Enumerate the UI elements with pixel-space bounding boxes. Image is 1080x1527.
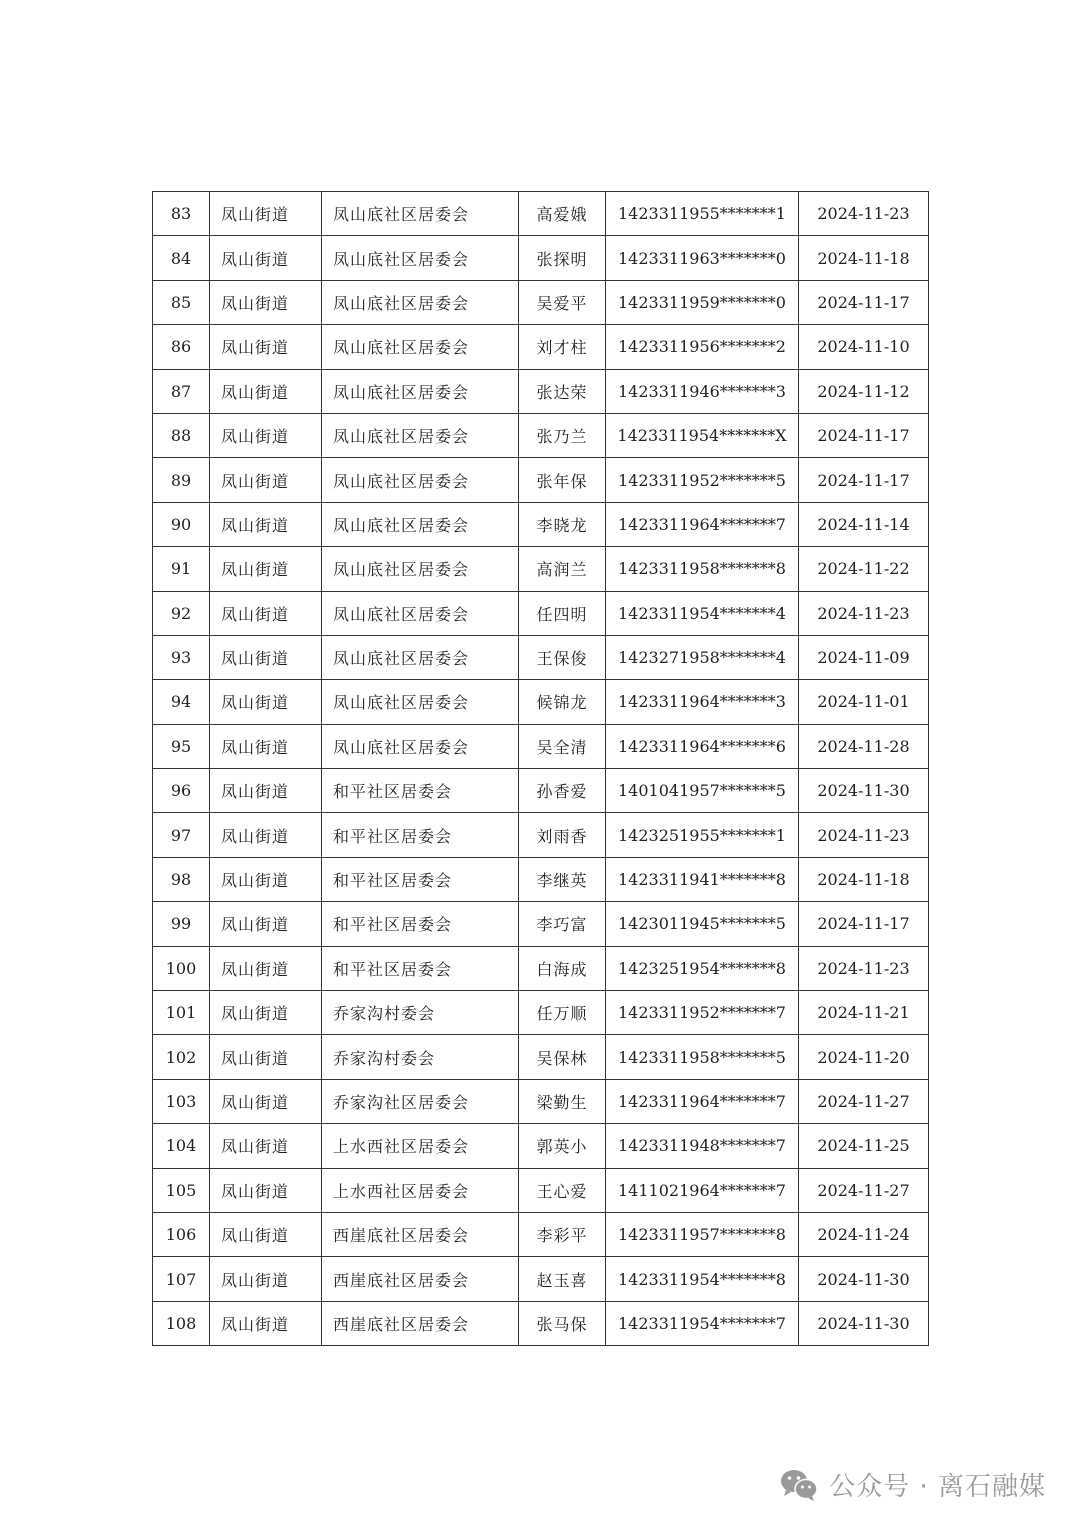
row-number-cell: 84 — [153, 236, 210, 280]
row-number-cell: 106 — [153, 1212, 210, 1256]
date-cell: 2024-11-18 — [799, 857, 929, 901]
id-number-cell: 1423251954*******8 — [606, 946, 799, 990]
row-number-cell: 99 — [153, 902, 210, 946]
wechat-icon — [779, 1468, 819, 1502]
table-row — [153, 1079, 929, 1123]
watermark-text: 公众号 · 离石融媒 — [829, 1472, 1046, 1502]
committee-cell: 凤山底社区居委会 — [322, 369, 519, 413]
committee-cell: 乔家沟社区居委会 — [322, 1079, 519, 1123]
id-number-cell: 1423311954*******X — [606, 413, 799, 457]
name-cell: 高润兰 — [519, 547, 606, 591]
committee-cell: 和平社区居委会 — [322, 857, 519, 901]
row-number-cell: 93 — [153, 635, 210, 679]
committee-cell: 凤山底社区居委会 — [322, 413, 519, 457]
street-cell: 凤山街道 — [210, 1079, 322, 1123]
id-number-cell: 1423311964*******6 — [606, 724, 799, 768]
date-cell: 2024-11-17 — [799, 902, 929, 946]
id-number-cell: 1423011945*******5 — [606, 902, 799, 946]
id-number-cell: 1423311954*******4 — [606, 591, 799, 635]
date-cell: 2024-11-10 — [799, 325, 929, 369]
table-row — [153, 547, 929, 591]
table-row — [153, 413, 929, 457]
name-cell: 李晓龙 — [519, 502, 606, 546]
row-number-cell: 94 — [153, 680, 210, 724]
table-row — [153, 458, 929, 502]
row-number-cell: 95 — [153, 724, 210, 768]
name-cell: 任四明 — [519, 591, 606, 635]
id-number-cell: 1423311948*******7 — [606, 1124, 799, 1168]
name-cell: 吴保林 — [519, 1035, 606, 1079]
street-cell: 凤山街道 — [210, 902, 322, 946]
committee-cell: 凤山底社区居委会 — [322, 680, 519, 724]
table-row — [153, 635, 929, 679]
name-cell: 候锦龙 — [519, 680, 606, 724]
watermark — [779, 1466, 1046, 1503]
table-row — [153, 1124, 929, 1168]
table-row — [153, 1257, 929, 1301]
date-cell: 2024-11-23 — [799, 192, 929, 236]
date-cell: 2024-11-23 — [799, 591, 929, 635]
date-cell: 2024-11-17 — [799, 280, 929, 324]
date-cell: 2024-11-01 — [799, 680, 929, 724]
name-cell: 吴全清 — [519, 724, 606, 768]
name-cell: 张年保 — [519, 458, 606, 502]
committee-cell: 上水西社区居委会 — [322, 1168, 519, 1212]
id-number-cell: 1423311958*******5 — [606, 1035, 799, 1079]
id-number-cell: 1423311952*******5 — [606, 458, 799, 502]
id-number-cell: 1423311964*******7 — [606, 502, 799, 546]
id-number-cell: 1401041957*******5 — [606, 769, 799, 813]
id-number-cell: 1423311952*******7 — [606, 991, 799, 1035]
street-cell: 凤山街道 — [210, 635, 322, 679]
row-number-cell: 87 — [153, 369, 210, 413]
street-cell: 凤山街道 — [210, 192, 322, 236]
committee-cell: 凤山底社区居委会 — [322, 635, 519, 679]
street-cell: 凤山街道 — [210, 369, 322, 413]
name-cell: 张乃兰 — [519, 413, 606, 457]
row-number-cell: 108 — [153, 1301, 210, 1345]
table-row — [153, 1212, 929, 1256]
id-number-cell: 1423311958*******8 — [606, 547, 799, 591]
name-cell: 白海成 — [519, 946, 606, 990]
row-number-cell: 107 — [153, 1257, 210, 1301]
records-table — [152, 191, 929, 1346]
committee-cell: 凤山底社区居委会 — [322, 236, 519, 280]
table-body — [153, 192, 929, 1346]
street-cell: 凤山街道 — [210, 236, 322, 280]
date-cell: 2024-11-09 — [799, 635, 929, 679]
row-number-cell: 98 — [153, 857, 210, 901]
id-number-cell: 1423311959*******0 — [606, 280, 799, 324]
name-cell: 梁勤生 — [519, 1079, 606, 1123]
table-row — [153, 1301, 929, 1345]
id-number-cell: 1423311954*******8 — [606, 1257, 799, 1301]
table-row — [153, 1168, 929, 1212]
row-number-cell: 105 — [153, 1168, 210, 1212]
id-number-cell: 1423311956*******2 — [606, 325, 799, 369]
committee-cell: 西崖底社区居委会 — [322, 1301, 519, 1345]
street-cell: 凤山街道 — [210, 991, 322, 1035]
row-number-cell: 91 — [153, 547, 210, 591]
table-row — [153, 769, 929, 813]
date-cell: 2024-11-12 — [799, 369, 929, 413]
name-cell: 张达荣 — [519, 369, 606, 413]
street-cell: 凤山街道 — [210, 1124, 322, 1168]
street-cell: 凤山街道 — [210, 280, 322, 324]
id-number-cell: 1411021964*******7 — [606, 1168, 799, 1212]
name-cell: 刘才柱 — [519, 325, 606, 369]
street-cell: 凤山街道 — [210, 946, 322, 990]
street-cell: 凤山街道 — [210, 1168, 322, 1212]
row-number-cell: 92 — [153, 591, 210, 635]
date-cell: 2024-11-25 — [799, 1124, 929, 1168]
id-number-cell: 1423271958*******4 — [606, 635, 799, 679]
street-cell: 凤山街道 — [210, 1301, 322, 1345]
committee-cell: 凤山底社区居委会 — [322, 547, 519, 591]
row-number-cell: 97 — [153, 813, 210, 857]
table-row — [153, 813, 929, 857]
date-cell: 2024-11-28 — [799, 724, 929, 768]
row-number-cell: 86 — [153, 325, 210, 369]
table-row — [153, 325, 929, 369]
date-cell: 2024-11-23 — [799, 946, 929, 990]
table-row — [153, 236, 929, 280]
table-row — [153, 724, 929, 768]
date-cell: 2024-11-17 — [799, 413, 929, 457]
row-number-cell: 103 — [153, 1079, 210, 1123]
id-number-cell: 1423311964*******3 — [606, 680, 799, 724]
date-cell: 2024-11-14 — [799, 502, 929, 546]
name-cell: 张马保 — [519, 1301, 606, 1345]
date-cell: 2024-11-27 — [799, 1079, 929, 1123]
committee-cell: 西崖底社区居委会 — [322, 1257, 519, 1301]
name-cell: 王保俊 — [519, 635, 606, 679]
committee-cell: 凤山底社区居委会 — [322, 458, 519, 502]
name-cell: 孙香爱 — [519, 769, 606, 813]
street-cell: 凤山街道 — [210, 857, 322, 901]
date-cell: 2024-11-30 — [799, 1301, 929, 1345]
table-row — [153, 280, 929, 324]
committee-cell: 凤山底社区居委会 — [322, 591, 519, 635]
date-cell: 2024-11-17 — [799, 458, 929, 502]
row-number-cell: 100 — [153, 946, 210, 990]
table-row — [153, 192, 929, 236]
row-number-cell: 85 — [153, 280, 210, 324]
name-cell: 李彩平 — [519, 1212, 606, 1256]
row-number-cell: 83 — [153, 192, 210, 236]
committee-cell: 凤山底社区居委会 — [322, 325, 519, 369]
committee-cell: 上水西社区居委会 — [322, 1124, 519, 1168]
id-number-cell: 1423311955*******1 — [606, 192, 799, 236]
committee-cell: 凤山底社区居委会 — [322, 724, 519, 768]
street-cell: 凤山街道 — [210, 1035, 322, 1079]
id-number-cell: 1423311941*******8 — [606, 857, 799, 901]
name-cell: 任万顺 — [519, 991, 606, 1035]
row-number-cell: 88 — [153, 413, 210, 457]
row-number-cell: 101 — [153, 991, 210, 1035]
committee-cell: 凤山底社区居委会 — [322, 280, 519, 324]
name-cell: 张探明 — [519, 236, 606, 280]
name-cell: 王心爱 — [519, 1168, 606, 1212]
row-number-cell: 90 — [153, 502, 210, 546]
table-row — [153, 680, 929, 724]
name-cell: 李巧富 — [519, 902, 606, 946]
street-cell: 凤山街道 — [210, 458, 322, 502]
id-number-cell: 1423251955*******1 — [606, 813, 799, 857]
date-cell: 2024-11-20 — [799, 1035, 929, 1079]
id-number-cell: 1423311963*******0 — [606, 236, 799, 280]
row-number-cell: 96 — [153, 769, 210, 813]
name-cell: 高爱娥 — [519, 192, 606, 236]
street-cell: 凤山街道 — [210, 724, 322, 768]
table-row — [153, 369, 929, 413]
row-number-cell: 104 — [153, 1124, 210, 1168]
id-number-cell: 1423311954*******7 — [606, 1301, 799, 1345]
name-cell: 吴爱平 — [519, 280, 606, 324]
id-number-cell: 1423311957*******8 — [606, 1212, 799, 1256]
street-cell: 凤山街道 — [210, 1212, 322, 1256]
committee-cell: 和平社区居委会 — [322, 946, 519, 990]
date-cell: 2024-11-22 — [799, 547, 929, 591]
committee-cell: 乔家沟村委会 — [322, 991, 519, 1035]
committee-cell: 和平社区居委会 — [322, 813, 519, 857]
table-row — [153, 902, 929, 946]
table-row — [153, 591, 929, 635]
committee-cell: 乔家沟村委会 — [322, 1035, 519, 1079]
date-cell: 2024-11-27 — [799, 1168, 929, 1212]
street-cell: 凤山街道 — [210, 1257, 322, 1301]
table-row — [153, 946, 929, 990]
id-number-cell: 1423311964*******7 — [606, 1079, 799, 1123]
id-number-cell: 1423311946*******3 — [606, 369, 799, 413]
committee-cell: 和平社区居委会 — [322, 902, 519, 946]
date-cell: 2024-11-30 — [799, 1257, 929, 1301]
committee-cell: 和平社区居委会 — [322, 769, 519, 813]
date-cell: 2024-11-24 — [799, 1212, 929, 1256]
date-cell: 2024-11-18 — [799, 236, 929, 280]
name-cell: 赵玉喜 — [519, 1257, 606, 1301]
committee-cell: 西崖底社区居委会 — [322, 1212, 519, 1256]
date-cell: 2024-11-23 — [799, 813, 929, 857]
street-cell: 凤山街道 — [210, 325, 322, 369]
street-cell: 凤山街道 — [210, 547, 322, 591]
street-cell: 凤山街道 — [210, 813, 322, 857]
row-number-cell: 102 — [153, 1035, 210, 1079]
committee-cell: 凤山底社区居委会 — [322, 192, 519, 236]
name-cell: 郭英小 — [519, 1124, 606, 1168]
name-cell: 李继英 — [519, 857, 606, 901]
street-cell: 凤山街道 — [210, 591, 322, 635]
table-row — [153, 1035, 929, 1079]
date-cell: 2024-11-30 — [799, 769, 929, 813]
street-cell: 凤山街道 — [210, 680, 322, 724]
date-cell: 2024-11-21 — [799, 991, 929, 1035]
committee-cell: 凤山底社区居委会 — [322, 502, 519, 546]
street-cell: 凤山街道 — [210, 502, 322, 546]
table-row — [153, 991, 929, 1035]
row-number-cell: 89 — [153, 458, 210, 502]
street-cell: 凤山街道 — [210, 769, 322, 813]
name-cell: 刘雨香 — [519, 813, 606, 857]
table-row — [153, 857, 929, 901]
street-cell: 凤山街道 — [210, 413, 322, 457]
table-row — [153, 502, 929, 546]
